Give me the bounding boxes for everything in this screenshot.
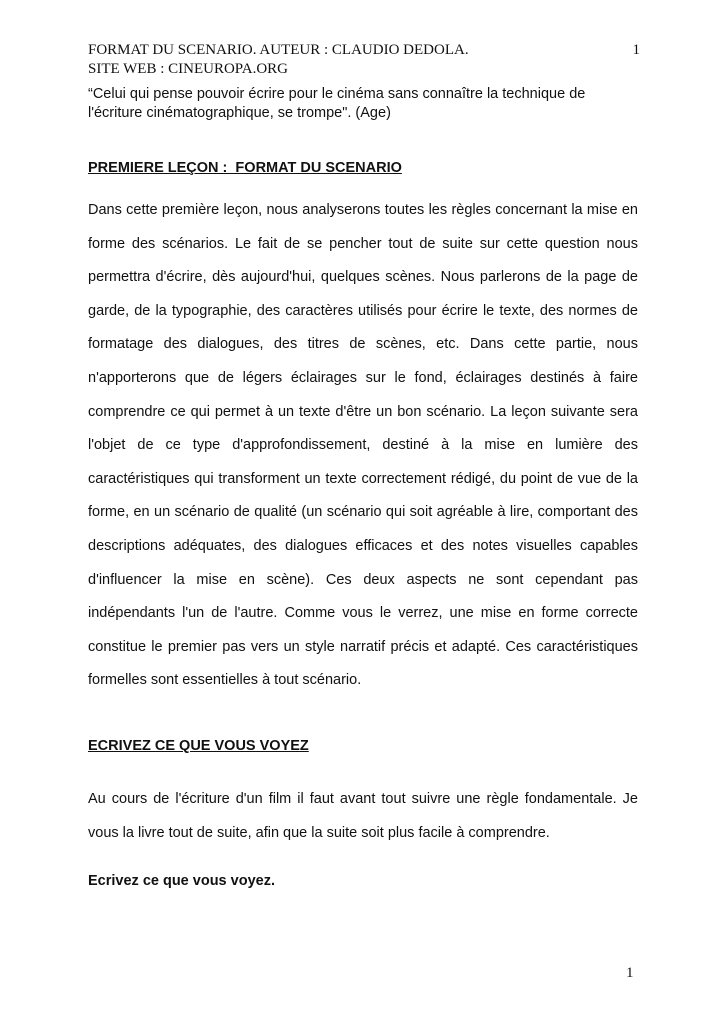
section-heading-ecrivez: ECRIVEZ CE QUE VOUS VOYEZ xyxy=(88,738,309,754)
header-title: FORMAT DU SCENARIO. AUTEUR : CLAUDIO DEDOLA. xyxy=(88,42,469,58)
header-line-1 xyxy=(88,41,640,60)
header-page-number: 1 xyxy=(632,42,640,58)
footer-page-number: 1 xyxy=(626,965,634,981)
section-paragraph-ecrivez: Au cours de l'écriture d'un film il faut avant tout suivre une règle fondamentale. Je vous la livre tout de suite, afin que la suite soit plus facile à comprendre. xyxy=(88,791,638,841)
section-heading-format: PREMIERE LEÇON : FORMAT DU SCENARIO xyxy=(88,160,402,176)
header-website: SITE WEB : CINEUROPA.ORG xyxy=(88,61,289,77)
section-paragraph-format: Dans cette première leçon, nous analyserons toutes les règles concernant la mise en forme des scénarios. Le fait de se pencher tout de suite sur cette question nous permettra d'écrire, dès aujourd'hui, quelques scènes. Nous parlerons de la page de garde, de la typographie, des caractères utilisés pour écrire le texte, des normes de formatage des dialogues, des titres de scènes, etc. Dans cette partie, nous n'apporterons que de légers éclairages sur le fond, éclairages destinés à faire comprendre ce qui permet à un texte d'être un bon scénario. La leçon suivante sera l'objet de ce type d'approfondissement, destiné à la mise en lumière des caractéristiques qui transforment un texte correctement rédigé, du point de vue de la forme, en un scénario de qualité (un scénario qui soit agréable à lire, comportant des descriptions adéquates, des dialogues efficaces et des notes visuelles capables d'influencer la mise en scène). Ces deux aspects ne sont cependant pas indépendants l'un de l'autre. Comme vous le verrez, une mise en forme correcte constitue le premier pas vers un style narratif précis et adapté. Ces caractéristiques formelles sont essentielles à tout scénario. xyxy=(88,202,638,689)
page-header xyxy=(88,41,640,79)
rule-statement: Ecrivez ce que vous voyez. xyxy=(88,873,275,889)
epigraph-quote: “Celui qui pense pouvoir écrire pour le cinéma sans connaître la technique de l'écriture cinématographique, se trompe". (Age) xyxy=(88,86,586,121)
